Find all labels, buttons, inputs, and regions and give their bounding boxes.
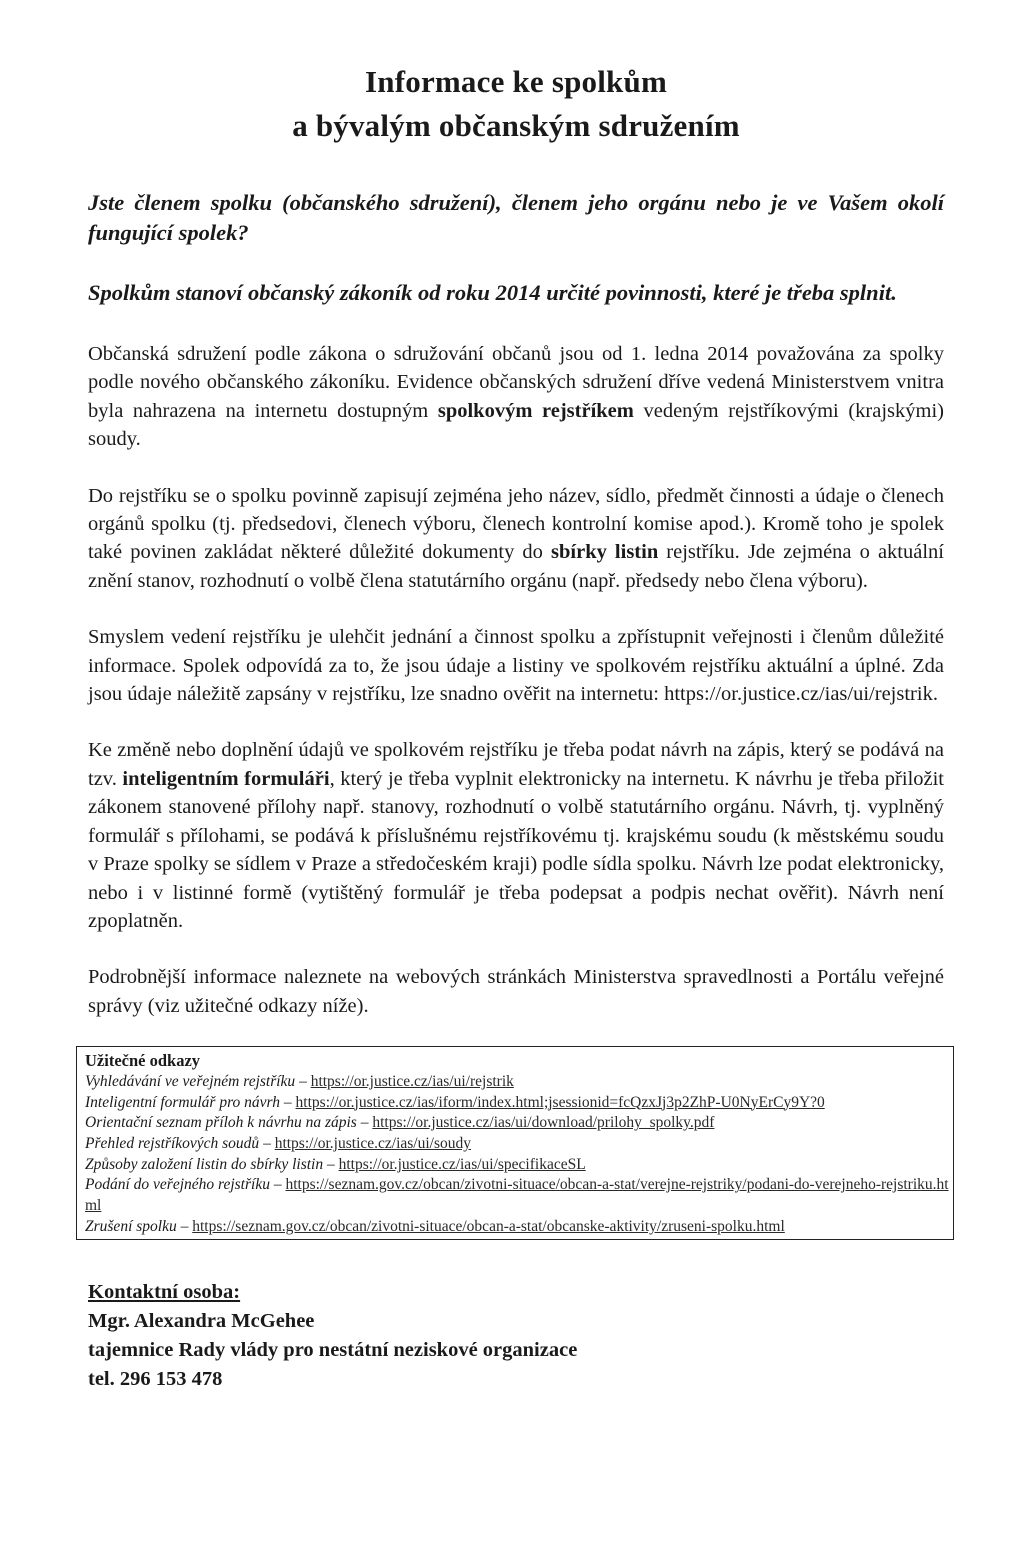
link-url[interactable]: https://or.justice.cz/ias/ui/specifikaceSL [338,1155,586,1173]
link-row [85,1072,949,1093]
link-row [85,1134,949,1155]
lead-question: Jste členem spolku (občanského sdružení), členem jeho orgánu nebo je ve Vašem okolí fungující spolek? [88,190,944,245]
link-url[interactable]: https://or.justice.cz/ias/ui/rejstrik [310,1072,514,1090]
lead-statement: Spolkům stanoví občanský zákoník od roku 2014 určité povinnosti, které je třeba splnit. [88,280,897,305]
useful-links-list [85,1072,949,1238]
link-separator: – [295,1072,311,1090]
link-separator: – [269,1176,286,1194]
link-row [85,1175,949,1216]
link-separator: – [259,1134,275,1152]
link-url[interactable]: https://seznam.gov.cz/obcan/zivotni-situace/obcan-a-stat/verejne-rejstriky/podani-do-verejneho-rejstriku.html [85,1176,949,1215]
bold-term-sbirka-listin: sbírky listin [551,541,659,564]
contact-role: tajemnice Rady vlády pro nestátní neziskové organizace [88,1339,578,1362]
link-url[interactable]: https://or.justice.cz/ias/ui/download/prilohy_spolky.pdf [372,1114,715,1132]
paragraph-registry-purpose: Smyslem vedení rejstříku je ulehčit jednání a činnost spolku a zpřístupnit veřejnosti i členům důležité informace. Spolek odpovídá za to, že jsou údaje a listiny ve spolkovém rejstříku aktuální a úplné. Zda jsou údaje náležitě zapsány v rejstříku, lze snadno ověřit na internetu: https://or.justice.cz/ias/ui/rejstrik. [88,626,944,706]
paragraph-text: vedeným rejstříkovými (krajskými) soudy. [88,399,944,451]
link-label: Inteligentní formulář pro návrh [85,1093,281,1111]
link-row [85,1155,949,1176]
document-title [88,60,944,148]
paragraph-registry-contents [88,482,944,596]
bold-term-spolkovy-rejstrik: spolkovým rejstříkem [437,399,634,422]
link-row [85,1217,949,1238]
link-separator: – [176,1217,193,1235]
link-separator: – [323,1155,339,1173]
useful-links-box [76,1046,954,1240]
paragraph-change-procedure [88,736,944,935]
link-separator: – [356,1114,373,1132]
link-url[interactable]: https://or.justice.cz/ias/ui/soudy [274,1134,472,1152]
paragraph-text: Do rejstříku se o spolku povinně zapisují zejména jeho název, sídlo, předmět činnosti a údaje o členech orgánů spolku (tj. předsedovi, členech výboru, členech kontrolní komise apod.). Kromě toho je spolek také povinen zakládat některé důležité dokumenty do [88,484,944,564]
link-row [85,1093,949,1114]
contact-block [88,1278,944,1394]
contact-phone: tel. 296 153 478 [88,1368,223,1391]
contact-name: Mgr. Alexandra McGehee [88,1310,315,1333]
paragraph-text: rejstříku. Jde zejména o aktuální znění stanov, rozhodnutí o volbě člena statutárního orgánu (např. předsedy nebo člena výboru). [88,541,944,592]
link-separator: – [280,1093,296,1111]
useful-links-heading: Užitečné odkazy [85,1051,201,1071]
paragraph-text: , který je třeba vyplnit elektronicky na internetu. K návrhu je třeba přiložit zákonem stanovené přílohy např. stanovy, rozhodnutí o volbě statutárního orgánu. Návrh, tj. vyplněný formulář s přílohami, se podává k příslušnému rejstříkovému tj. krajskému soudu (k městskému soudu v Praze spolky se sídlem v Praze a středočeském kraji) podle sídla spolku. Návrh lze podat elektronicky, nebo i v listinné formě (vytištěný formulář je třeba podepsat a podpis nechat ověřit). Návrh není zpoplatněn. [88,767,945,932]
link-label: Přehled rejstříkových soudů [85,1134,260,1152]
title-line-1: Informace ke spolkům [365,64,667,99]
link-label: Způsoby založení listin do sbírky listin [85,1155,324,1173]
title-line-2: a bývalým občanským sdružením [292,108,740,143]
paragraph-text: Ke změně nebo doplnění údajů ve spolkovém rejstříku je třeba podat návrh na zápis, který se podává na tzv. [88,739,944,790]
bold-term-inteligentni-formular: inteligentním formuláři [122,767,330,790]
link-url[interactable]: https://seznam.gov.cz/obcan/zivotni-situace/obcan-a-stat/obcanske-aktivity/zruseni-spolku.html [192,1217,785,1235]
paragraph-registry-intro [88,340,944,454]
link-label: Orientační seznam příloh k návrhu na zápis [85,1114,357,1132]
link-label: Vyhledávání ve veřejném rejstříku [85,1072,296,1090]
link-label: Zrušení spolku [85,1217,177,1235]
contact-heading: Kontaktní osoba: [88,1281,241,1304]
link-label: Podání do veřejného rejstříku [85,1176,270,1194]
paragraph-more-info: Podrobnější informace naleznete na webových stránkách Ministerstva spravedlnosti a Portálu veřejné správy (viz užitečné odkazy níže). [88,966,944,1017]
link-url[interactable]: https://or.justice.cz/ias/iform/index.html;jsessionid=fcQzxJj3p2ZhP-U0NyErCy9Y?0 [295,1093,825,1111]
paragraph-text: Občanská sdružení podle zákona o sdružování občanů jsou od 1. ledna 2014 považována za spolky podle nového občanského zákoníku. Evidence občanských sdružení dříve vedená Ministerstvem vnitra byla nahrazena na internetu dostupným [88,343,944,422]
link-row [85,1113,949,1134]
